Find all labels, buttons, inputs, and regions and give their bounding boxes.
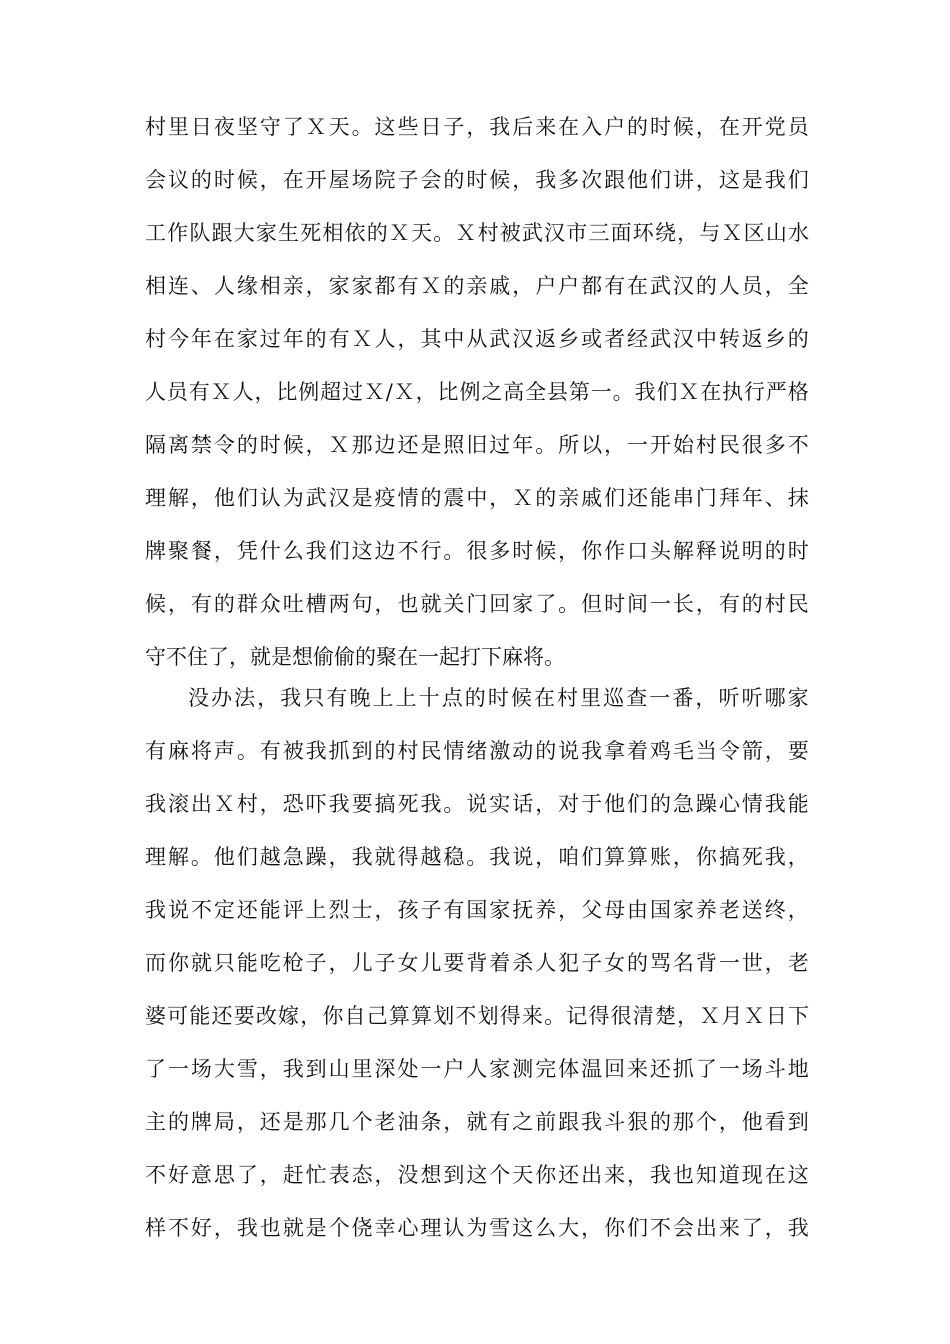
text-line: 牌 聚 餐 ， 凭 什 么 我 们 这 边 不 行 。 很 多 时 候 ， 你 作 口 头 解 释 说 明 的 时 [145,539,809,563]
text-line: 候 ， 有 的 群 众 吐 槽 两 句 ， 也 就 关 门 回 家 了 。 但 时 间 一 长 ， 有 的 村 民 [145,592,809,616]
text-line: 会 议 的 时 候 ， 在 开 屋 场 院 子 会 的 时 候 ， 我 多 次 跟 他 们 讲 ， 这 是 我 们 [145,168,809,192]
text-line: 而 你 就 只 能 吃 枪 子 ， 儿 子 女 儿 要 背 着 杀 人 犯 子 女 的 骂 名 背 一 世 ， 老 [145,951,809,975]
paragraph-2 [145,672,809,1255]
text-line: 工 作 队 跟 大 家 生 死 相 依 的 Ｘ 天 。 Ｘ 村 被 武 汉 市 三 面 环 绕 ， 与 Ｘ 区 山 水 [145,221,809,245]
paragraph-1 [145,101,809,684]
text-line: 隔 离 禁 令 的 时 候 ， Ｘ 那 边 还 是 照 旧 过 年 。 所 以 ， 一 开 始 村 民 很 多 不 [145,433,809,457]
text-line: 理 解 ， 他 们 认 为 武 汉 是 疫 情 的 震 中 ， Ｘ 的 亲 戚 们 还 能 串 门 拜 年 、 抹 [145,486,809,510]
text-line: 理 解 。 他 们 越 急 躁 ， 我 就 得 越 稳 。 我 说 ， 咱 们 算 算 账 ， 你 搞 死 我 ， [145,845,809,869]
text-line: 有 麻 将 声 。 有 被 我 抓 到 的 村 民 情 绪 激 动 的 说 我 拿 着 鸡 毛 当 令 箭 ， 要 [145,739,809,763]
text-line: 婆 可 能 还 要 改 嫁 ， 你 自 己 算 算 划 不 划 得 来 。 记 得 很 清 楚 ， Ｘ 月 Ｘ 日 下 [145,1004,809,1028]
text-line: 守不住了，就是想偷偷的聚在一起打下麻将。 [145,645,565,669]
text-line: 没 办 法 ， 我 只 有 晚 上 上 十 点 的 时 候 在 村 里 巡 查 一 番 ， 听 听 哪 家 [188,686,809,710]
text-line: 我 滚 出 Ｘ 村 ， 恐 吓 我 要 搞 死 我 。 说 实 话 ， 对 于 他 们 的 急 躁 心 情 我 能 [145,792,809,816]
text-line: 村 里 日 夜 坚 守 了 Ｘ 天 。 这 些 日 子 ， 我 后 来 在 入 户 的 时 候 ， 在 开 党 员 [145,115,809,139]
text-line: 样 不 好 ， 我 也 就 是 个 侥 幸 心 理 认 为 雪 这 么 大 ， 你 们 不 会 出 来 了 ， 我 [145,1216,809,1240]
text-line: 了 一 场 大 雪 ， 我 到 山 里 深 处 一 户 人 家 测 完 体 温 回 来 还 抓 了 一 场 斗 地 [145,1057,809,1081]
text-line: 主 的 牌 局 ， 还 是 那 几 个 老 油 条 ， 就 有 之 前 跟 我 斗 狠 的 那 个 ， 他 看 到 [145,1110,809,1134]
text-line: 村 今 年 在 家 过 年 的 有 Ｘ 人 ， 其 中 从 武 汉 返 乡 或 者 经 武 汉 中 转 返 乡 的 [145,327,809,351]
text-line: 人 员 有 Ｘ 人 ， 比 例 超 过 Ｘ / Ｘ ， 比 例 之 高 全 县 第 一 。 我 们 Ｘ 在 执 行 严 格 [145,380,809,404]
text-line: 不 好 意 思 了 ， 赶 忙 表 态 ， 没 想 到 这 个 天 你 还 出 来 ， 我 也 知 道 现 在 这 [145,1163,809,1187]
text-line: 我 说 不 定 还 能 评 上 烈 士 ， 孩 子 有 国 家 抚 养 ， 父 母 由 国 家 养 老 送 终 ， [145,898,809,922]
text-line: 相 连 、 人 缘 相 亲 ， 家 家 都 有 Ｘ 的 亲 戚 ， 户 户 都 有 在 武 汉 的 人 员 ， 全 [145,274,809,298]
